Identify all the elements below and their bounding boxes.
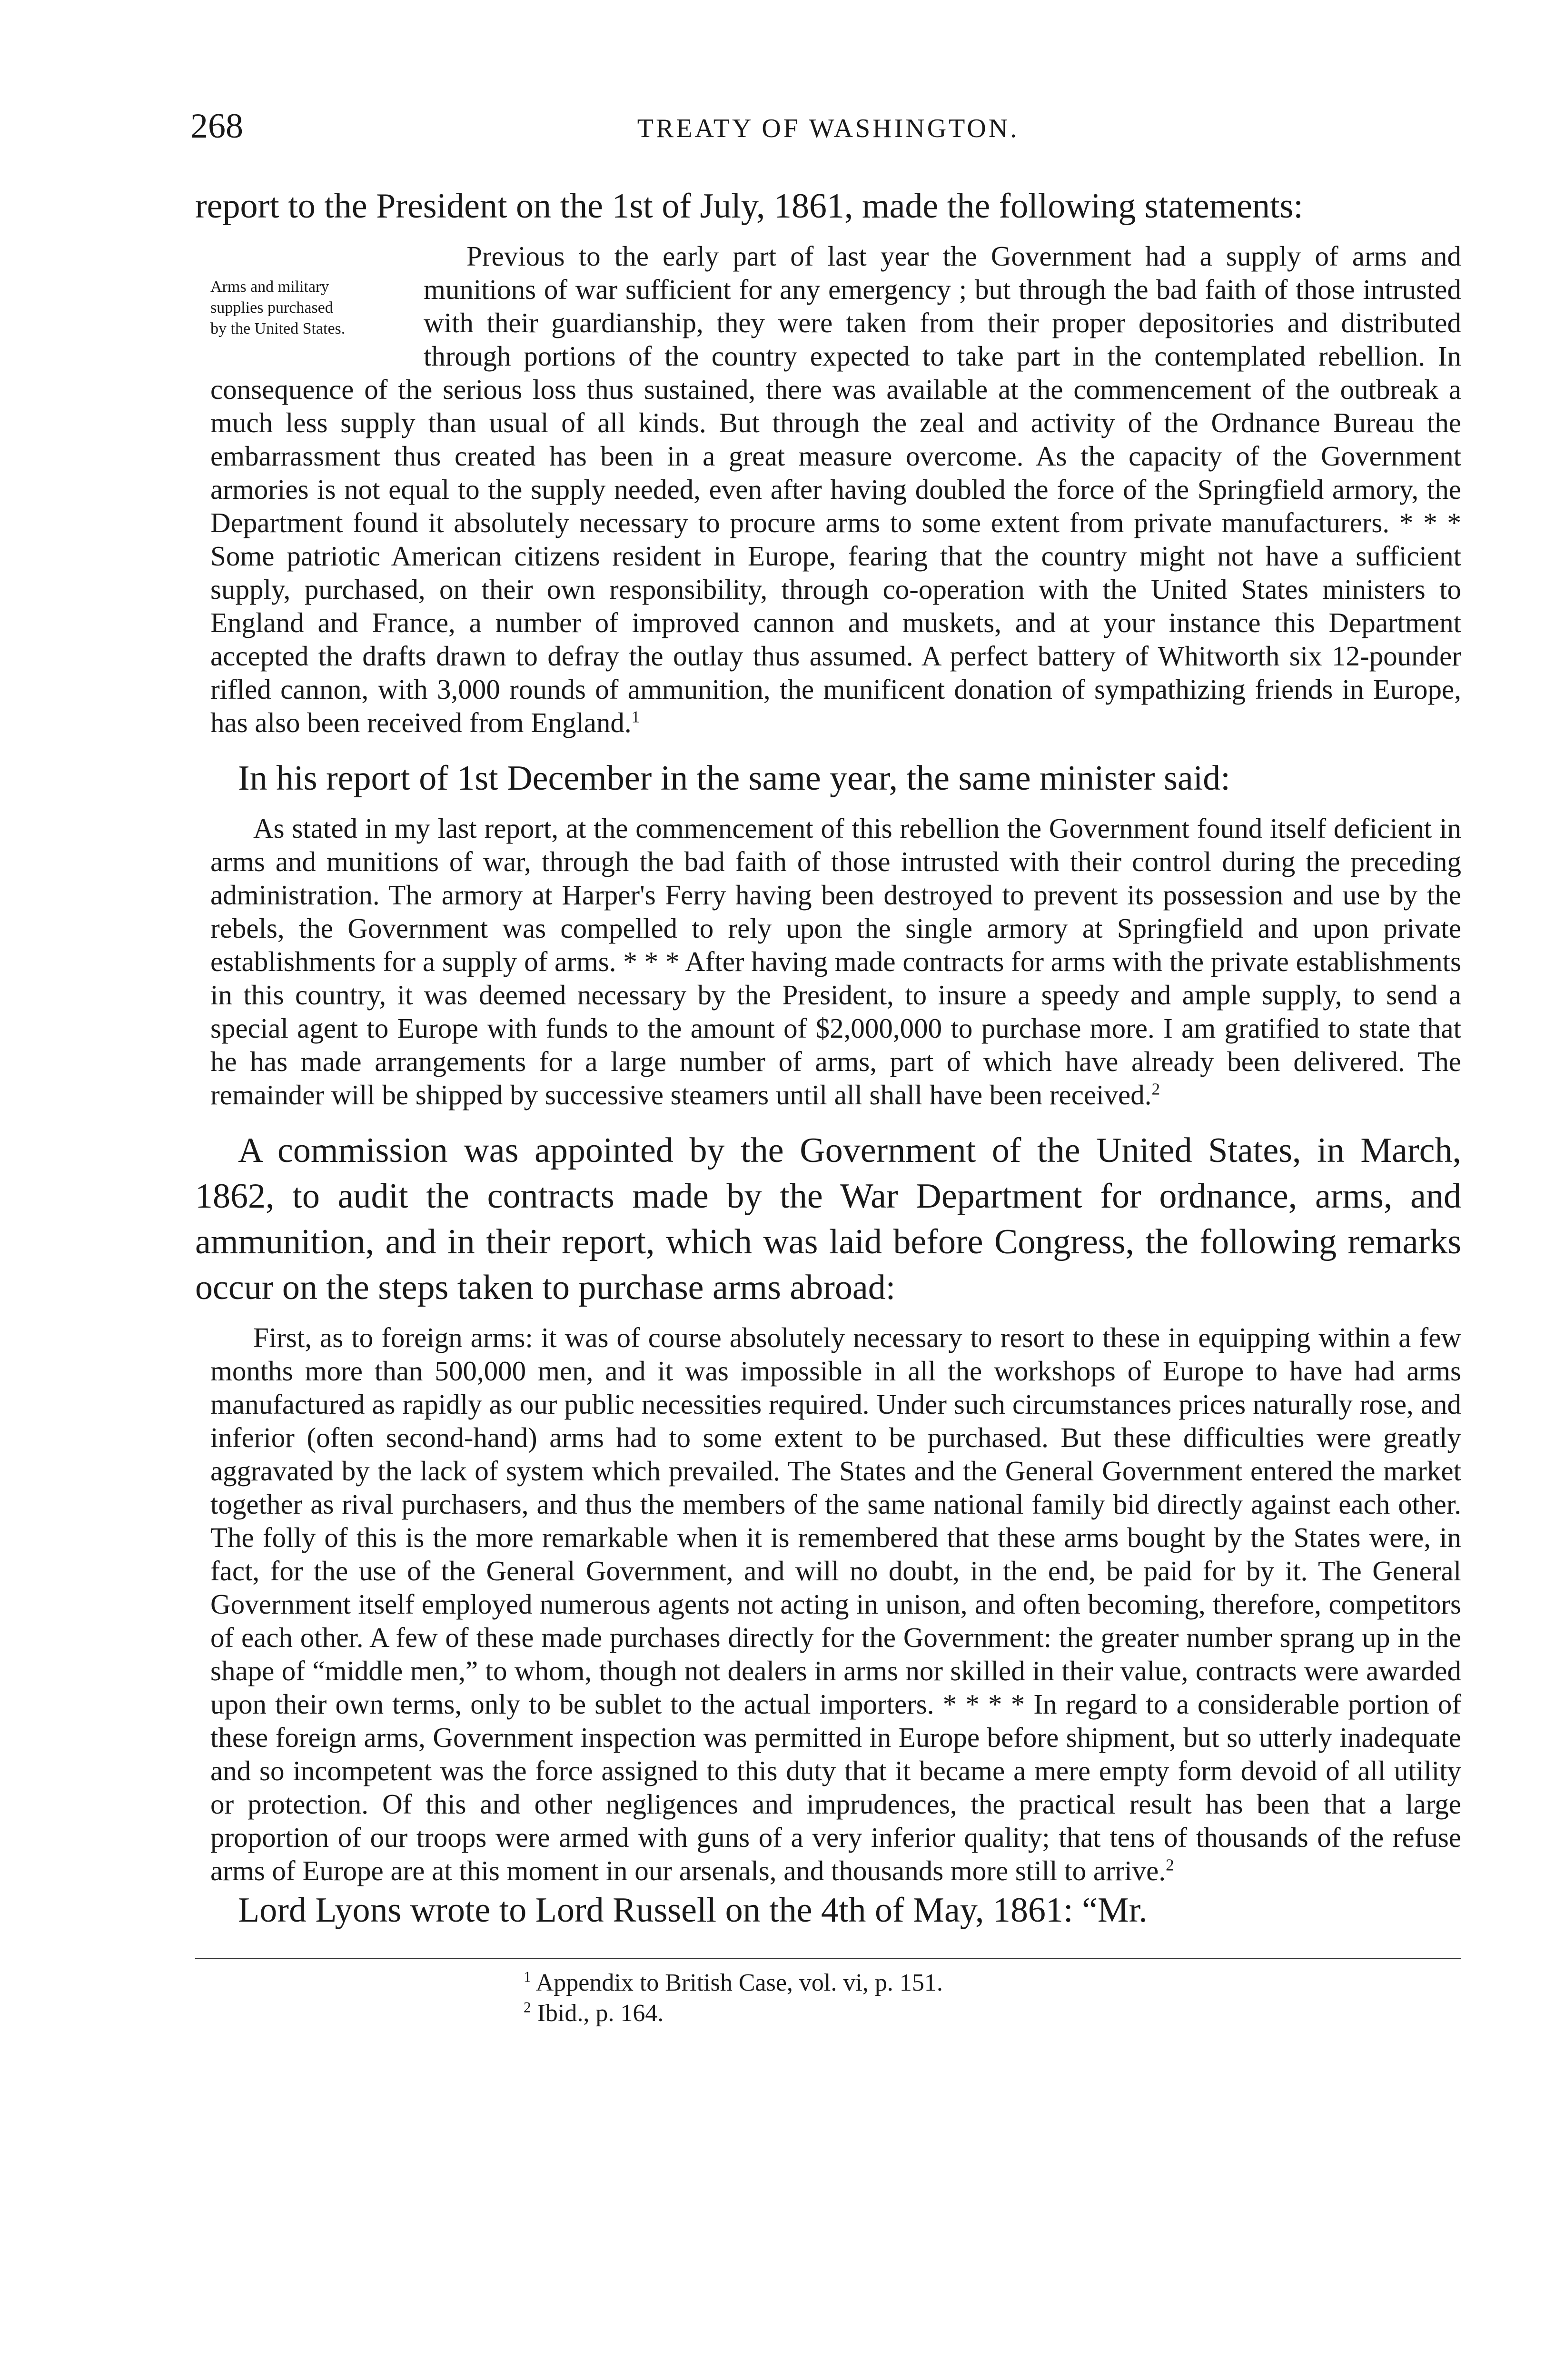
quotation-text: First, as to foreign arms: it was of course absolutely necessary to resort to these in equipping within a few months more than 500,000 men, and it was impossible in all the workshops of Europe to have had arms manufactured as rapidly as our public necessities required. Under such circumstances prices naturally rose, and inferior (often second-hand) arms had to some extent to be purchased. But these difficulties were greatly aggravated by the lack of system which prevailed. The States and the General Government entered the market together as rival purchasers, and thus the members of the same national family bid directly against each other. The folly of this is the more remarkable when it is remembered that these arms bought by the States were, in fact, for the use of the General Government, and will no doubt, in the end, be paid for by it. The General Government itself employed numerous agents not acting in unison, and often becoming, therefore, competitors of each other. A few of these made purchases directly for the Government: the greater number sprang up in the shape of “middle men,” to whom, though not dealers in arms nor skilled in their value, contracts were awarded upon their own terms, only to be sublet to the actual importers. * * * * In regard to a considerable portion of these foreign arms, Government inspection was permitted in Europe before shipment, but so utterly inadequate and so incompetent was the force assigned to this duty that it became a mere empty form devoid of all utility or protection. Of this and other negligences and imprudences, the practical result has been that a large proportion of our troops were armed with guns of a very inferior quality; that tens of thousands of the refuse arms of Europe are at this moment in our arsenals, and thousands more still to arrive.: [210, 1322, 1461, 1886]
footnote-ref: 1: [631, 707, 640, 726]
footnote-ref: 2: [1166, 1855, 1174, 1874]
paragraph-lord-lyons: Lord Lyons wrote to Lord Russell on the 4th of May, 1861: “Mr.: [238, 1891, 1148, 1930]
footnote-mark: 2: [524, 1999, 531, 2016]
paragraph-december-report: In his report of 1st December in the same year, the same minister said:: [238, 759, 1230, 798]
quotation-text: As stated in my last report, at the commencement of this rebellion the Government found itself deficient in arms and munitions of war, through the bad faith of those intrusted with their control during the preceding administration. The armory at Harper's Ferry having been destroyed to prevent its possession and use by the rebels, the Government was compelled to rely upon the single armory at Springfield and upon private establishments for a supply of arms. * * * After having made contracts for arms with the private establishments in this country, it was deemed necessary by the President, to insure a speedy and ample supply, to send a special agent to Europe with funds to the amount of $2,000,000 to purchase more. I am gratified to state that he has made arrangements for a large number of arms, part of which have already been delivered. The remainder will be shipped by successive steamers until all shall have been received.: [210, 813, 1461, 1111]
paragraph-intro: report to the President on the 1st of July, 1861, made the following statements:: [195, 187, 1303, 226]
quotation-december-report: [210, 812, 1461, 1111]
running-title: TREATY OF WASHINGTON.: [637, 114, 1020, 143]
margin-note-line: by the United States.: [210, 320, 346, 337]
page-number: 268: [190, 107, 243, 146]
footnote-ref: 2: [1151, 1079, 1160, 1099]
footnote-divider: [195, 1958, 1461, 1959]
footnote: [524, 1968, 1461, 1998]
footnote: [524, 1998, 1461, 2029]
footnote-text: Ibid., p. 164.: [537, 2000, 664, 2027]
quotation-commission-report: [210, 1321, 1461, 1887]
margin-note-line: supplies purchased: [210, 299, 333, 317]
footnote-text: Appendix to British Case, vol. vi, p. 151.: [535, 1969, 943, 1996]
footnotes: [195, 1968, 1461, 2029]
page-body: [195, 183, 1461, 2029]
quotation-text: Previous to the early part of last year the Government had a supply of arms and munitions of war sufficient for any emergency ; but through the bad faith of those intrusted with their guardianship, they were taken from their proper depositories and distributed through portions of the country expected to take part in the contemplated rebellion. In consequence of the serious loss thus sustained, there was available at the commencement of the outbreak a much less supply than usual of all kinds. But through the zeal and activity of the Ordnance Bureau the embarrassment thus created has been in a great measure overcome. As the capacity of the Government armories is not equal to the supply needed, even after having doubled the force of the Springfield armory, the Department found it absolutely necessary to procure arms to some extent from private manufacturers. * * * Some patriotic American citizens resident in Europe, fearing that the country might not have a sufficient supply, purchased, on their own responsibility, through co-operation with the United States ministers to England and France, a number of improved cannon and muskets, and at your instance this Department accepted the drafts drawn to defray the outlay thus assumed. A perfect battery of Whitworth six 12-pounder rifled cannon, with 3,000 rounds of ammunition, the munificent donation of sympathizing friends in Europe, has also been received from England.: [210, 240, 1461, 738]
running-header: [190, 102, 1466, 155]
paragraph-commission: A commission was appointed by the Government of the United States, in March, 1862, to audit the contracts made by the War Department for ordnance, arms, and ammunition, and in their report, which was laid before Congress, the following remarks occur on the steps taken to purchase arms abroad:: [195, 1131, 1461, 1307]
margin-note-line: Arms and military: [210, 278, 329, 296]
footnote-mark: 1: [524, 1968, 531, 1985]
quotation-july-report: [210, 239, 1461, 739]
margin-note: [210, 277, 406, 339]
